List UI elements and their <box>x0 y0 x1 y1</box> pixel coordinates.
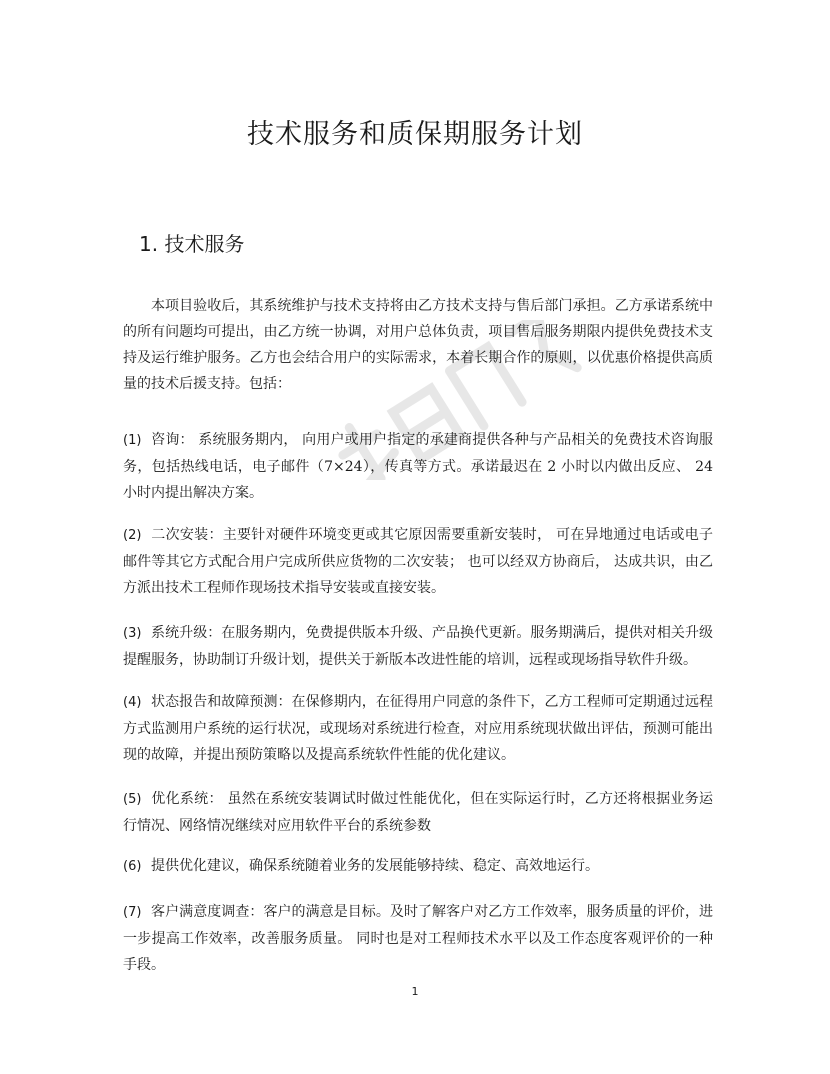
list-item <box>123 899 713 978</box>
list-item-number: (2) <box>123 528 142 543</box>
list-item <box>123 522 713 601</box>
list-item-number: (6) <box>123 859 142 874</box>
page-number: 1 <box>411 985 419 998</box>
intro-paragraph: 本项目验收后，其系统维护与技术支持将由乙方技术支持与售后部门承担。乙方承诺系统中的所有问题均可提出，由乙方统一协调，对用户总体负责，项目售后服务期限内提供免费技术支持及运行维护服务。乙方也会结合用户的实际需求，本着长期合作的原则，以优惠价格提供高质量的技术后援支持。包括： <box>123 298 713 392</box>
list-item <box>123 853 713 880</box>
list-item-number: (4) <box>123 695 142 710</box>
list-item-number: (1) <box>123 433 142 448</box>
list-item-number: (7) <box>123 905 142 920</box>
list-item-text: 提供优化建议，确保系统随着业务的发展能够持续、稳定、高效地运行。 <box>151 858 599 874</box>
list-item <box>123 786 713 839</box>
list-item-number: (5) <box>123 792 142 807</box>
list-item <box>123 620 713 673</box>
list-item-text: 客户满意度调查：客户的满意是目标。及时了解客户对乙方工作效率，服务质量的评价，进一步提高工作效率，改善服务质量。 同时也是对工程师技术水平以及工作态度客观评价的一种手段。 <box>123 904 713 973</box>
section-heading: 1. 技术服务 <box>139 232 245 256</box>
list-item-text: 系统升级：在服务期内，免费提供版本升级、产品换代更新。服务期满后，提供对相关升级提醒服务，协助制订升级计划，提供关于新版本改进性能的培训，远程或现场指导软件升级。 <box>123 625 713 668</box>
list-item-number: (3) <box>123 626 142 641</box>
document-title: 技术服务和质保期服务计划 <box>247 119 583 150</box>
list-item-text: 优化系统： 虽然在系统安装调试时做过性能优化，但在实际运行时，乙方还将根据业务运行情况、网络情况继续对应用软件平台的系统参数 <box>123 791 713 834</box>
list-item-text: 咨询： 系统服务期内， 向用户或用户指定的承建商提供各种与产品相关的免费技术咨询服务，包括热线电话，电子邮件（7×24），传真等方式。承诺最迟在 2 小时以内做出反应、 24 小时内提出解决方案。 <box>123 432 713 501</box>
list-item <box>123 689 713 768</box>
list-item <box>123 427 713 506</box>
list-item-text: 二次安装：主要针对硬件环境变更或其它原因需要重新安装时， 可在异地通过电话或电子邮件等其它方式配合用户完成所供应货物的二次安装； 也可以经双方协商后， 达成共识，由乙方派出技术工程师作现场技术指导安装或直接安装。 <box>123 527 713 596</box>
list-item-text: 状态报告和故障预测：在保修期内，在征得用户同意的条件下，乙方工程师可定期通过远程方式监测用户系统的运行状况，或现场对系统进行检查，对应用系统现状做出评估，预测可能出现的故障，并提出预防策略以及提高系统软件性能的优化建议。 <box>123 694 713 763</box>
